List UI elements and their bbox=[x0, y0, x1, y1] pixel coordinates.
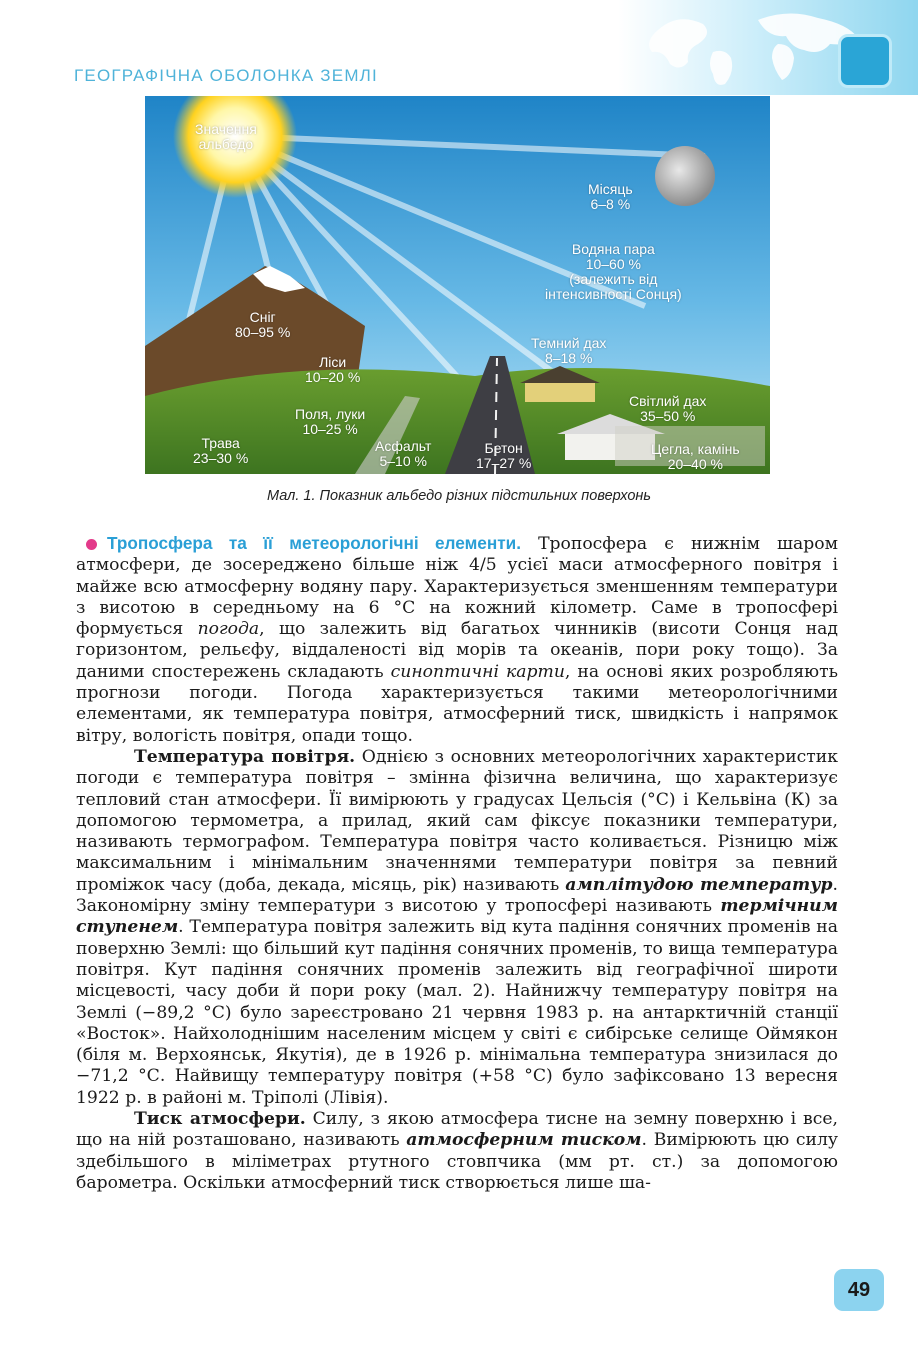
label-fields-name: Поля, луки bbox=[295, 406, 366, 422]
label-grass-value: 23–30 % bbox=[193, 450, 249, 466]
label-albedo-line1: Значення bbox=[195, 121, 257, 137]
p2-text-1: Однією з основних метеорологічних характеристик погоди є температура повітря – змінна фізична величина, що характеризує тепловий стан атмосфери. Її вимірюють у градусах Цельсія (°С) і Кельвіна (К) за допомогою термометра, а прилад, який сам фіксує показники температури, називають термографом. Температура повітря часто коливається. Різницю між максимальним і мінімальним значеннями температури повітря за певний проміжок часу (доба, декада, місяць, рік) називають bbox=[76, 746, 838, 895]
section-title: Тропосфера та її метеорологічні елементи. bbox=[107, 533, 521, 553]
label-moon-value: 6–8 % bbox=[590, 196, 631, 212]
p1-text-3: , на основі яких розробляють прогнози погоди. Погода характеризується такими метеорологічними елементами, як температура повітря, атмосферний тиск, швидкість і напрямок вітру, вологість повітря, опади тощо. bbox=[76, 661, 839, 746]
label-forest-name: Ліси bbox=[319, 354, 347, 370]
p1-text-2: , що залежить від багатьох чинників (висоти Сонця над горизонтом, рельєфу, віддаленості від морів та океанів, пори року тощо). За даними спостережень складають bbox=[76, 619, 838, 682]
label-moon-name: Місяць bbox=[588, 181, 633, 197]
label-snow-name: Сніг bbox=[249, 309, 276, 325]
label-vapor-note2: інтенсивності Сонця) bbox=[545, 286, 682, 302]
term-temperature: Температура повітря. bbox=[134, 746, 356, 767]
label-light-roof bbox=[629, 394, 706, 424]
label-concrete-value: 17–27 % bbox=[476, 455, 532, 471]
label-asphalt-name: Асфальт bbox=[375, 438, 432, 454]
label-forest bbox=[305, 355, 360, 385]
label-albedo bbox=[195, 122, 257, 152]
label-brick-name: Цегла, камінь bbox=[651, 441, 740, 457]
term-amplitude: амплітудою температур bbox=[565, 874, 833, 895]
bullet-icon bbox=[86, 539, 97, 550]
house-dark-roof bbox=[525, 382, 595, 402]
label-snow-value: 80–95 % bbox=[235, 324, 291, 340]
moon-icon bbox=[655, 146, 715, 206]
label-brick bbox=[651, 442, 740, 472]
label-moon bbox=[588, 182, 633, 212]
p3-text-2: . Вимірюють цю силу здебільшого в міліметрах ртутного стовпчика (мм рт. ст.) за допомогою барометра. Оскільки атмосферний тиск створюється лише ша- bbox=[76, 1130, 838, 1193]
label-vapor-note1: (залежить від bbox=[569, 271, 658, 287]
paragraph-temperature bbox=[76, 747, 838, 1109]
ukraine-map-badge-icon bbox=[838, 34, 892, 88]
paragraph-troposphere bbox=[76, 533, 838, 747]
label-asphalt-value: 5–10 % bbox=[379, 453, 427, 469]
p3-text-1: Силу, з якою атмосфера тисне на земну поверхню і все, що на ній розташовано, називають bbox=[76, 1109, 838, 1151]
label-dark-roof bbox=[531, 336, 606, 366]
term-synoptic-maps: синоптичні карти bbox=[390, 661, 565, 682]
label-dark-roof-name: Темний дах bbox=[531, 335, 607, 351]
main-text bbox=[76, 533, 838, 1194]
label-concrete bbox=[476, 441, 531, 471]
term-atmospheric-pressure: атмосферним тиском bbox=[406, 1130, 642, 1151]
label-fields-value: 10–25 % bbox=[302, 421, 358, 437]
paragraph-pressure bbox=[76, 1109, 838, 1194]
label-snow bbox=[235, 310, 290, 340]
page-number: 49 bbox=[834, 1269, 884, 1311]
label-light-roof-name: Світлий дах bbox=[629, 393, 707, 409]
label-dark-roof-value: 8–18 % bbox=[544, 350, 593, 366]
label-vapor bbox=[545, 242, 682, 302]
albedo-illustration bbox=[145, 96, 770, 474]
label-brick-value: 20–40 % bbox=[667, 456, 723, 472]
label-light-roof-value: 35–50 % bbox=[640, 408, 696, 424]
label-vapor-name: Водяна пара bbox=[571, 241, 655, 257]
label-fields bbox=[295, 407, 365, 437]
p1-text-1: Тропосфера є нижнім шаром атмосфери, де зосереджено більше ніж 4/5 усієї маси атмосферного повітря і майже всю атмосферну водяну пару. Характеризується зменшенням температури з висотою в середньому на 6 °С на кожний кілометр. Саме в тропосфері формується bbox=[76, 534, 838, 640]
label-grass bbox=[193, 436, 248, 466]
label-asphalt bbox=[375, 439, 431, 469]
label-forest-value: 10–20 % bbox=[305, 369, 361, 385]
running-header: ГЕОГРАФІЧНА ОБОЛОНКА ЗЕМЛІ bbox=[74, 66, 378, 85]
term-pohoda: погода bbox=[197, 619, 260, 640]
term-pressure: Тиск атмосфери. bbox=[134, 1109, 306, 1130]
label-concrete-name: Бетон bbox=[484, 440, 523, 456]
label-grass-name: Трава bbox=[201, 435, 240, 451]
figure-caption: Мал. 1. Показник альбедо різних підстильних поверхонь bbox=[267, 488, 651, 504]
p2-text-3: . Температура повітря залежить від кута падіння сонячних променів на поверхню Землі: що більший кут падіння сонячних променів, то вища температура повітря. Кут падіння сонячних променів залежить від географічної широти місцевості, часу доби й пори року (мал. 2). Найнижчу температуру повітря на Землі (−89,2 °С) було зареєстровано 21 червня 1983 р. на антарктичній станції «Восток». Найхолоднішим населеним місцем у світі є сибірське селище Оймякон (біля м. Верхоянськ, Якутія), де в 1926 р. мінімальна температура знизилася до −71,2 °С. Найвищу температуру повітря (+58 °С) було зафіксовано 13 вересня 1922 р. в районі м. Тріполі (Лівія). bbox=[76, 917, 838, 1108]
label-albedo-line2: альбедо bbox=[198, 136, 254, 152]
p2-text-2: . Закономірну зміну температури з висотою у тропосфері називають bbox=[76, 874, 838, 917]
term-thermal-step: термічним ступенем bbox=[76, 896, 838, 938]
label-vapor-value: 10–60 % bbox=[585, 256, 641, 272]
